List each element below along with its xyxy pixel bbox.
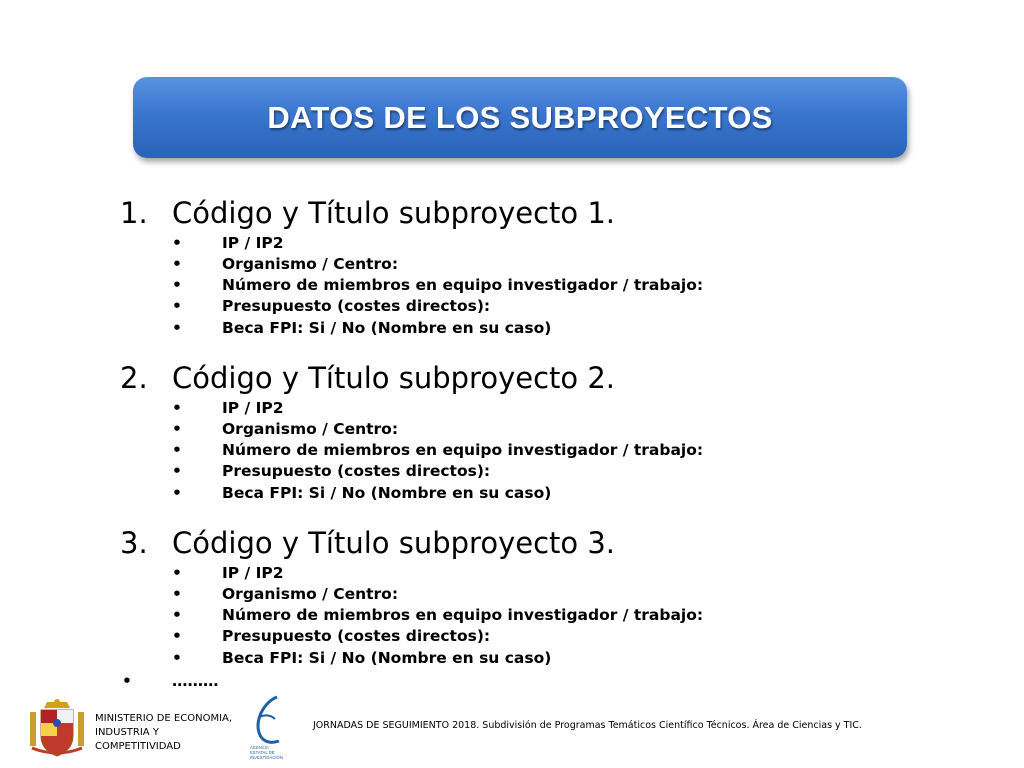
section-title: Código y Título subproyecto 3. xyxy=(172,526,616,560)
bullet-icon: • xyxy=(172,441,182,459)
section-heading-3 xyxy=(120,527,615,559)
bullet-icon: • xyxy=(172,462,182,480)
title-banner xyxy=(133,77,907,158)
section-number: 1. xyxy=(120,196,148,230)
svg-text:INVESTIGACIÓN: INVESTIGACIÓN xyxy=(250,755,283,760)
ministry-name: MINISTERIO DE ECONOMIA, INDUSTRIA Y COMPETITIVIDAD xyxy=(95,713,233,752)
list-item: • Presupuesto (costes directos): xyxy=(172,627,491,645)
list-item: • Número de miembros en equipo investigador / trabajo: xyxy=(172,441,704,459)
bullet-icon: • xyxy=(172,399,182,417)
list-item: • Beca FPI: Si / No (Nombre en su caso) xyxy=(172,484,552,502)
list-item: • Organismo / Centro: xyxy=(172,255,399,273)
bullet-icon: • xyxy=(172,484,182,502)
list-item: • Número de miembros en equipo investigador / trabajo: xyxy=(172,276,704,294)
list-item: • IP / IP2 xyxy=(172,399,284,417)
bullet-icon: • xyxy=(172,606,182,624)
footer-caption: JORNADAS DE SEGUIMIENTO 2018. Subdivisión de Programas Temáticos Científico Técnicos. Área de Ciencias y TIC. xyxy=(313,720,862,731)
list-item: • Beca FPI: Si / No (Nombre en su caso) xyxy=(172,649,552,667)
bullet-icon: • xyxy=(172,234,182,252)
coat-of-arms-icon xyxy=(28,698,86,760)
list-item: • Presupuesto (costes directos): xyxy=(172,297,491,315)
svg-text:ESTATAL DE: ESTATAL DE xyxy=(250,750,275,755)
bullet-icon: • xyxy=(122,672,132,690)
list-item: • IP / IP2 xyxy=(172,564,284,582)
aei-logo-icon xyxy=(247,695,289,763)
section-title: Código y Título subproyecto 2. xyxy=(172,361,616,395)
bullet-icon: • xyxy=(172,649,182,667)
section-number: 3. xyxy=(120,526,148,560)
bullet-icon: • xyxy=(172,255,182,273)
section-heading-1 xyxy=(120,197,615,229)
bullet-icon: • xyxy=(172,564,182,582)
section-number: 2. xyxy=(120,361,148,395)
section-title: Código y Título subproyecto 1. xyxy=(172,196,616,230)
bullet-icon: • xyxy=(172,297,182,315)
bullet-icon: • xyxy=(172,420,182,438)
list-item: • Organismo / Centro: xyxy=(172,585,399,603)
bullet-icon: • xyxy=(172,627,182,645)
list-item-ellipsis: • ……… xyxy=(122,672,219,690)
section-heading-2 xyxy=(120,362,615,394)
list-item: • Presupuesto (costes directos): xyxy=(172,462,491,480)
list-item: • Organismo / Centro: xyxy=(172,420,399,438)
list-item: • IP / IP2 xyxy=(172,234,284,252)
list-item: • Beca FPI: Si / No (Nombre en su caso) xyxy=(172,319,552,337)
list-item: • Número de miembros en equipo investigador / trabajo: xyxy=(172,606,704,624)
aei-logo-text: AGENCIA xyxy=(250,745,269,750)
page-title: DATOS DE LOS SUBPROYECTOS xyxy=(267,99,773,135)
bullet-icon: • xyxy=(172,319,182,337)
bullet-icon: • xyxy=(172,585,182,603)
bullet-icon: • xyxy=(172,276,182,294)
